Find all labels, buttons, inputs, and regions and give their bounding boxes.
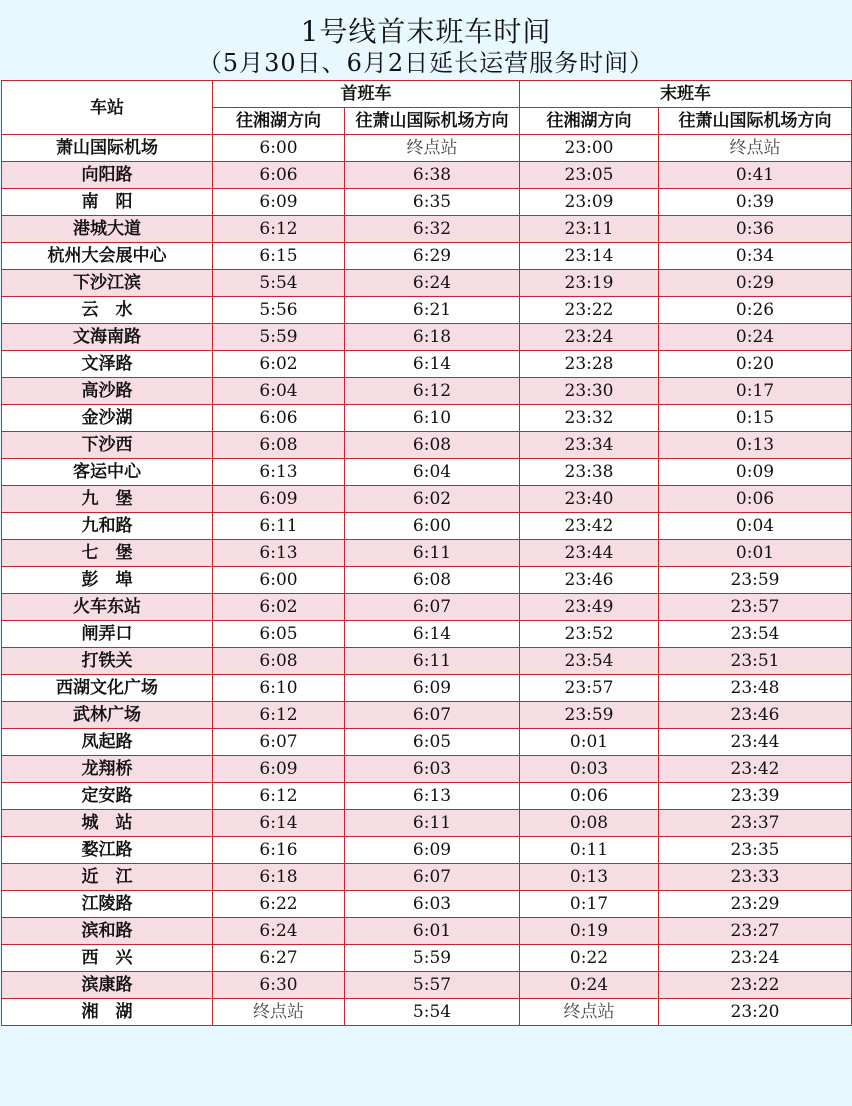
first-airport-cell: 6:01	[345, 918, 520, 945]
first-xianghu-cell: 6:18	[213, 864, 345, 891]
station-cell: 下沙西	[2, 432, 213, 459]
table-row	[2, 864, 852, 891]
station-cell: 凤起路	[2, 729, 213, 756]
station-cell: 闸弄口	[2, 621, 213, 648]
last-airport-cell: 0:15	[659, 405, 852, 432]
first-xianghu-cell: 6:08	[213, 432, 345, 459]
table-row	[2, 918, 852, 945]
station-cell: 杭州大会展中心	[2, 243, 213, 270]
last-xianghu-cell: 23:05	[520, 162, 659, 189]
last-airport-cell: 23:54	[659, 621, 852, 648]
last-xianghu-cell: 0:01	[520, 729, 659, 756]
last-airport-cell: 23:51	[659, 648, 852, 675]
first-xianghu-cell: 6:14	[213, 810, 345, 837]
table-row	[2, 702, 852, 729]
first-airport-cell: 6:11	[345, 540, 520, 567]
table-row	[2, 135, 852, 162]
first-airport-cell: 6:02	[345, 486, 520, 513]
last-airport-cell: 0:34	[659, 243, 852, 270]
first-xianghu-cell: 6:09	[213, 756, 345, 783]
station-cell: 打铁关	[2, 648, 213, 675]
last-xianghu-cell: 终点站	[520, 999, 659, 1026]
first-xianghu-cell: 6:09	[213, 189, 345, 216]
header-first-dir-xianghu: 往湘湖方向	[213, 108, 345, 135]
last-airport-cell: 0:17	[659, 378, 852, 405]
table-header	[2, 81, 852, 135]
first-xianghu-cell: 6:16	[213, 837, 345, 864]
first-xianghu-cell: 6:00	[213, 135, 345, 162]
table-row	[2, 945, 852, 972]
last-airport-cell: 23:59	[659, 567, 852, 594]
last-airport-cell: 0:01	[659, 540, 852, 567]
page-subtitle: （5月30日、6月2日延长运营服务时间）	[197, 49, 655, 77]
first-airport-cell: 5:54	[345, 999, 520, 1026]
last-xianghu-cell: 23:54	[520, 648, 659, 675]
first-xianghu-cell: 5:54	[213, 270, 345, 297]
header-first-dir-airport: 往萧山国际机场方向	[345, 108, 520, 135]
last-airport-cell: 23:44	[659, 729, 852, 756]
table-row	[2, 297, 852, 324]
station-cell: 金沙湖	[2, 405, 213, 432]
table-row	[2, 972, 852, 999]
last-airport-cell: 0:39	[659, 189, 852, 216]
first-airport-cell: 6:11	[345, 648, 520, 675]
first-xianghu-cell: 6:00	[213, 567, 345, 594]
station-cell: 武林广场	[2, 702, 213, 729]
table-row	[2, 216, 852, 243]
station-cell: 七 堡	[2, 540, 213, 567]
station-cell: 文泽路	[2, 351, 213, 378]
first-airport-cell: 6:09	[345, 675, 520, 702]
table-row	[2, 486, 852, 513]
first-xianghu-cell: 6:07	[213, 729, 345, 756]
table-row	[2, 999, 852, 1026]
station-cell: 婺江路	[2, 837, 213, 864]
last-airport-cell: 0:20	[659, 351, 852, 378]
last-airport-cell: 0:36	[659, 216, 852, 243]
table-row	[2, 756, 852, 783]
last-airport-cell: 0:13	[659, 432, 852, 459]
last-xianghu-cell: 23:14	[520, 243, 659, 270]
station-cell: 西 兴	[2, 945, 213, 972]
last-xianghu-cell: 23:42	[520, 513, 659, 540]
last-airport-cell: 23:33	[659, 864, 852, 891]
first-xianghu-cell: 6:13	[213, 540, 345, 567]
first-airport-cell: 6:07	[345, 864, 520, 891]
table-row	[2, 675, 852, 702]
last-xianghu-cell: 0:19	[520, 918, 659, 945]
last-airport-cell: 23:46	[659, 702, 852, 729]
schedule-table	[1, 80, 852, 1026]
last-airport-cell: 23:37	[659, 810, 852, 837]
station-cell: 江陵路	[2, 891, 213, 918]
first-xianghu-cell: 6:05	[213, 621, 345, 648]
header-station: 车站	[2, 81, 213, 135]
first-xianghu-cell: 6:04	[213, 378, 345, 405]
first-airport-cell: 6:03	[345, 756, 520, 783]
first-xianghu-cell: 6:02	[213, 351, 345, 378]
table-row	[2, 891, 852, 918]
last-airport-cell: 0:06	[659, 486, 852, 513]
last-xianghu-cell: 23:19	[520, 270, 659, 297]
station-cell: 西湖文化广场	[2, 675, 213, 702]
last-xianghu-cell: 0:11	[520, 837, 659, 864]
first-xianghu-cell: 6:12	[213, 216, 345, 243]
last-airport-cell: 23:35	[659, 837, 852, 864]
first-airport-cell: 6:32	[345, 216, 520, 243]
last-airport-cell: 0:24	[659, 324, 852, 351]
first-xianghu-cell: 6:08	[213, 648, 345, 675]
first-xianghu-cell: 6:10	[213, 675, 345, 702]
station-cell: 客运中心	[2, 459, 213, 486]
first-airport-cell: 6:05	[345, 729, 520, 756]
last-xianghu-cell: 23:30	[520, 378, 659, 405]
title-block	[0, 0, 852, 78]
first-airport-cell: 6:14	[345, 621, 520, 648]
station-cell: 向阳路	[2, 162, 213, 189]
last-xianghu-cell: 23:22	[520, 297, 659, 324]
first-xianghu-cell: 终点站	[213, 999, 345, 1026]
first-airport-cell: 6:09	[345, 837, 520, 864]
last-airport-cell: 23:24	[659, 945, 852, 972]
first-airport-cell: 6:07	[345, 702, 520, 729]
table-row	[2, 513, 852, 540]
header-last-dir-xianghu: 往湘湖方向	[520, 108, 659, 135]
last-airport-cell: 23:57	[659, 594, 852, 621]
table-row	[2, 810, 852, 837]
station-cell: 南 阳	[2, 189, 213, 216]
table-row	[2, 351, 852, 378]
last-airport-cell: 23:42	[659, 756, 852, 783]
last-xianghu-cell: 0:06	[520, 783, 659, 810]
header-last-dir-airport: 往萧山国际机场方向	[659, 108, 852, 135]
page-title: 1号线首末班车时间	[300, 15, 552, 48]
station-cell: 云 水	[2, 297, 213, 324]
first-airport-cell: 6:35	[345, 189, 520, 216]
first-xianghu-cell: 6:11	[213, 513, 345, 540]
last-xianghu-cell: 0:03	[520, 756, 659, 783]
station-cell: 龙翔桥	[2, 756, 213, 783]
first-airport-cell: 6:13	[345, 783, 520, 810]
station-cell: 定安路	[2, 783, 213, 810]
first-airport-cell: 终点站	[345, 135, 520, 162]
first-airport-cell: 6:11	[345, 810, 520, 837]
last-xianghu-cell: 0:24	[520, 972, 659, 999]
first-airport-cell: 6:24	[345, 270, 520, 297]
last-airport-cell: 0:09	[659, 459, 852, 486]
table-row	[2, 324, 852, 351]
station-cell: 九 堡	[2, 486, 213, 513]
first-xianghu-cell: 5:59	[213, 324, 345, 351]
station-cell: 彭 埠	[2, 567, 213, 594]
station-cell: 火车东站	[2, 594, 213, 621]
first-airport-cell: 6:07	[345, 594, 520, 621]
last-airport-cell: 23:29	[659, 891, 852, 918]
first-xianghu-cell: 6:22	[213, 891, 345, 918]
last-xianghu-cell: 23:11	[520, 216, 659, 243]
table-row	[2, 162, 852, 189]
last-xianghu-cell: 23:24	[520, 324, 659, 351]
table-row	[2, 783, 852, 810]
station-cell: 滨和路	[2, 918, 213, 945]
last-airport-cell: 0:41	[659, 162, 852, 189]
station-cell: 萧山国际机场	[2, 135, 213, 162]
first-xianghu-cell: 5:56	[213, 297, 345, 324]
table-row	[2, 270, 852, 297]
first-xianghu-cell: 6:30	[213, 972, 345, 999]
first-airport-cell: 6:38	[345, 162, 520, 189]
last-xianghu-cell: 0:13	[520, 864, 659, 891]
table-row	[2, 729, 852, 756]
last-xianghu-cell: 0:08	[520, 810, 659, 837]
first-xianghu-cell: 6:12	[213, 783, 345, 810]
last-airport-cell: 0:04	[659, 513, 852, 540]
last-xianghu-cell: 23:57	[520, 675, 659, 702]
first-airport-cell: 6:04	[345, 459, 520, 486]
last-xianghu-cell: 23:46	[520, 567, 659, 594]
last-xianghu-cell: 23:09	[520, 189, 659, 216]
last-xianghu-cell: 0:22	[520, 945, 659, 972]
table-row	[2, 621, 852, 648]
table-row	[2, 837, 852, 864]
first-airport-cell: 6:14	[345, 351, 520, 378]
table-row	[2, 540, 852, 567]
station-cell: 城 站	[2, 810, 213, 837]
station-cell: 文海南路	[2, 324, 213, 351]
last-xianghu-cell: 23:34	[520, 432, 659, 459]
first-xianghu-cell: 6:13	[213, 459, 345, 486]
table-row	[2, 594, 852, 621]
station-cell: 下沙江滨	[2, 270, 213, 297]
first-airport-cell: 6:21	[345, 297, 520, 324]
first-airport-cell: 6:12	[345, 378, 520, 405]
first-xianghu-cell: 6:27	[213, 945, 345, 972]
table-row	[2, 432, 852, 459]
last-airport-cell: 23:27	[659, 918, 852, 945]
first-xianghu-cell: 6:12	[213, 702, 345, 729]
last-airport-cell: 终点站	[659, 135, 852, 162]
table-row	[2, 189, 852, 216]
station-cell: 高沙路	[2, 378, 213, 405]
last-xianghu-cell: 23:44	[520, 540, 659, 567]
first-airport-cell: 6:10	[345, 405, 520, 432]
last-airport-cell: 23:22	[659, 972, 852, 999]
first-xianghu-cell: 6:06	[213, 162, 345, 189]
table-row	[2, 567, 852, 594]
table-row	[2, 648, 852, 675]
last-xianghu-cell: 23:00	[520, 135, 659, 162]
last-airport-cell: 0:26	[659, 297, 852, 324]
last-xianghu-cell: 23:40	[520, 486, 659, 513]
table-row	[2, 459, 852, 486]
table-row	[2, 405, 852, 432]
last-xianghu-cell: 0:17	[520, 891, 659, 918]
first-xianghu-cell: 6:15	[213, 243, 345, 270]
first-xianghu-cell: 6:24	[213, 918, 345, 945]
first-xianghu-cell: 6:09	[213, 486, 345, 513]
last-xianghu-cell: 23:52	[520, 621, 659, 648]
last-xianghu-cell: 23:38	[520, 459, 659, 486]
first-airport-cell: 6:29	[345, 243, 520, 270]
first-airport-cell: 6:00	[345, 513, 520, 540]
first-airport-cell: 5:57	[345, 972, 520, 999]
table-body	[2, 135, 852, 1026]
last-airport-cell: 23:48	[659, 675, 852, 702]
last-xianghu-cell: 23:49	[520, 594, 659, 621]
first-airport-cell: 6:03	[345, 891, 520, 918]
first-airport-cell: 5:59	[345, 945, 520, 972]
header-last-train: 末班车	[520, 81, 852, 108]
header-first-train: 首班车	[213, 81, 520, 108]
last-xianghu-cell: 23:32	[520, 405, 659, 432]
first-airport-cell: 6:18	[345, 324, 520, 351]
table-row	[2, 243, 852, 270]
last-xianghu-cell: 23:59	[520, 702, 659, 729]
last-airport-cell: 23:20	[659, 999, 852, 1026]
last-airport-cell: 0:29	[659, 270, 852, 297]
station-cell: 湘 湖	[2, 999, 213, 1026]
station-cell: 近 江	[2, 864, 213, 891]
station-cell: 滨康路	[2, 972, 213, 999]
first-xianghu-cell: 6:06	[213, 405, 345, 432]
station-cell: 九和路	[2, 513, 213, 540]
table-row	[2, 378, 852, 405]
last-xianghu-cell: 23:28	[520, 351, 659, 378]
first-xianghu-cell: 6:02	[213, 594, 345, 621]
first-airport-cell: 6:08	[345, 432, 520, 459]
last-airport-cell: 23:39	[659, 783, 852, 810]
station-cell: 港城大道	[2, 216, 213, 243]
first-airport-cell: 6:08	[345, 567, 520, 594]
